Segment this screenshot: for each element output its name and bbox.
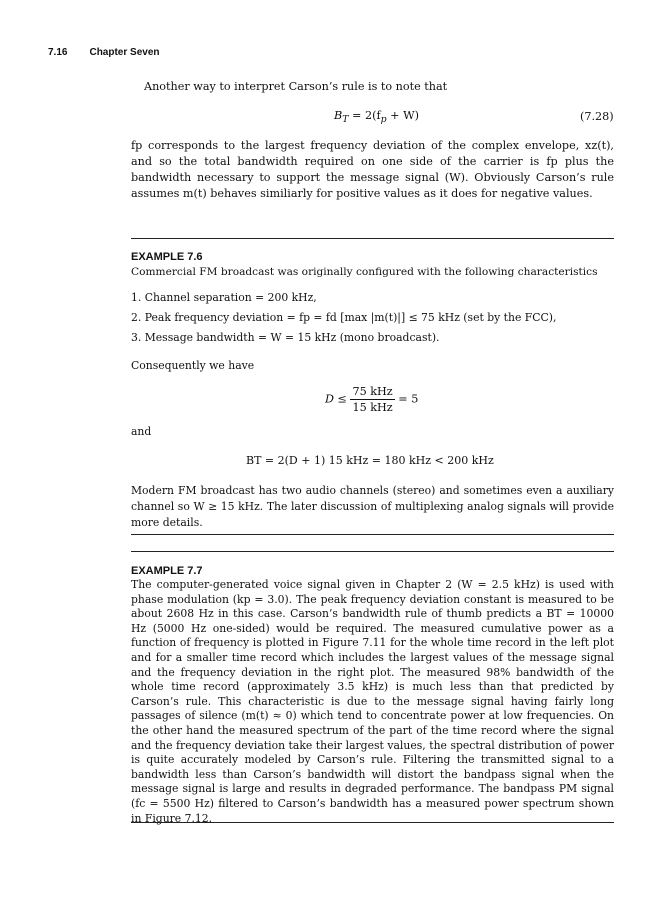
list-item: 2. Peak frequency deviation = fp = fd [max |m(t)|] ≤ 75 kHz (set by the FCC), — [131, 311, 557, 324]
page-number: 7.16 — [48, 47, 68, 58]
intro-paragraph: fp corresponds to the largest frequency deviation of the complex envelope, xz(t), and so the total bandwidth required on one side of the carrier is fp plus the bandwidth necessary to support the message signal (W). Obviously Carson’s rule assumes m(t) behaves similiarly for positive values as it does for negative values. — [131, 139, 614, 200]
list-item: 3. Message bandwidth = W = 15 kHz (mono broadcast). — [131, 331, 440, 344]
consequently-text: Consequently we have — [131, 359, 255, 372]
running-header — [48, 47, 160, 58]
eq-rhs-end: + W) — [390, 109, 419, 122]
example-7-7-title: EXAMPLE 7.7 — [131, 565, 203, 577]
eq-lhs-sub: T — [342, 114, 349, 126]
equation-number: (7.28) — [580, 110, 614, 123]
fraction-numerator: 75 kHz — [352, 385, 393, 398]
example-7-6-title: EXAMPLE 7.6 — [131, 251, 203, 263]
d-equation — [325, 384, 418, 415]
example-7-6-intro: Commercial FM broadcast was originally configured with the following characteristics — [131, 266, 598, 278]
eq-rhs-sub: p — [380, 114, 387, 126]
d-result: = 5 — [398, 392, 419, 406]
equation-7-28 — [334, 109, 419, 125]
example-7-6-top-rule — [131, 238, 614, 239]
and-text: and — [131, 425, 152, 438]
example-7-7-body: The computer-generated voice signal given in Chapter 2 (W = 2.5 kHz) is used with phase modulation (kp = 3.0). The peak frequency deviation constant is measured to be about 2608 Hz in this case. Carson’s bandwidth rule of thumb predicts a BT = 10000 Hz (5000 Hz one-sided) would be required. The measured cumulative power as a function of frequency is plotted in Figure 7.11 for the whole time record in the left plot and for a smaller time record which includes the largest values of the message signal and the frequency deviation in the right plot. The measured 98% bandwidth of the whole time record (approximately 3.5 kHz) is much less than that predicted by Carson’s rule. This characteristic is due to the message signal having fairly long passages of silence (m(t) ≈ 0) which tend to concentrate power at low frequencies. On the other hand the measured spectrum of the part of the time record where the signal and the frequency deviation take their largest values, the spectral distribution of power is quite accurately modeled by Carson’s rule. Filtering the transmitted signal to a bandwidth less than Carson’s bandwidth will distort the bandpass signal when the message signal is large and results in degraded performance. The bandpass PM signal (fc = 5500 Hz) filtered to Carson’s bandwidth has a measured power spectrum shown in Figure 7.12. — [131, 578, 614, 825]
example-7-6-bottom-rule — [131, 534, 614, 535]
bt-equation: BT = 2(D + 1) 15 kHz = 180 kHz < 200 kHz — [246, 454, 494, 467]
list-item: 1. Channel separation = 200 kHz, — [131, 291, 317, 304]
example-7-7-top-rule — [131, 551, 614, 552]
fraction-denominator: 15 kHz — [352, 401, 393, 414]
fraction — [350, 384, 394, 415]
chapter-title: Chapter Seven — [89, 47, 160, 58]
example-7-7-bottom-rule — [131, 822, 614, 823]
example-7-6-closing: Modern FM broadcast has two audio channels (stereo) and sometimes even a auxiliary channel so W ≥ 15 kHz. The later discussion of multiplexing analog signals will provide more details. — [131, 484, 614, 529]
intro-lead: Another way to interpret Carson’s rule is to note that — [144, 80, 448, 93]
eq-rhs: = 2(f — [352, 109, 381, 122]
characteristics-list — [131, 290, 614, 350]
d-lhs: D ≤ — [325, 392, 347, 406]
eq-lhs: B — [334, 109, 343, 122]
